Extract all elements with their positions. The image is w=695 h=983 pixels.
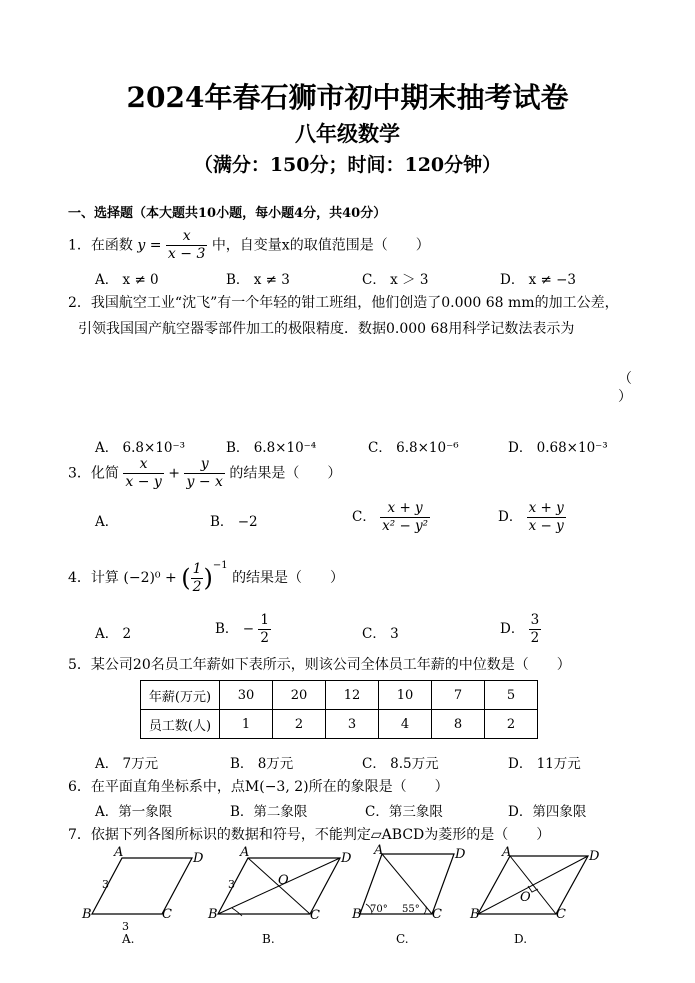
figure-b-label: B.	[262, 932, 275, 946]
question-4	[68, 560, 344, 596]
q4-option-d-den: 2	[530, 630, 540, 646]
q3-f1-num: x	[123, 456, 163, 474]
q3-prefix: 3．化简	[68, 465, 119, 482]
vertex-label-d: D	[341, 851, 352, 866]
q3-suffix: 的结果是（ ）	[229, 465, 342, 482]
q1-prefix: 1．在函数	[68, 237, 133, 254]
q4-expr: (−2)⁰ +	[123, 570, 177, 586]
q1-option-a[interactable]: A． x ≠ 0	[95, 272, 159, 288]
q4-paren-right: )	[203, 564, 213, 592]
vertex-label-b: B	[208, 907, 218, 922]
q3-option-c-fraction	[380, 500, 430, 535]
q1-option-b[interactable]: B． x ≠ 3	[226, 272, 290, 288]
vertex-label-d: D	[193, 851, 204, 866]
q4-exponent: −1	[212, 560, 228, 571]
q3-option-c-den: x² − y²	[382, 518, 429, 534]
q2-paren-close: ）	[618, 389, 632, 405]
q3-option-a[interactable]: A．	[95, 514, 119, 530]
q4-paren-left: (	[181, 564, 191, 592]
q1-suffix: 中，自变量x的取值范围是（ ）	[211, 237, 430, 254]
q3-fraction-2	[184, 456, 224, 491]
q4-half-den: 2	[192, 578, 202, 595]
q2-paren-open: （	[618, 371, 632, 387]
q4-prefix: 4．计算	[68, 570, 119, 586]
table-cell: 5	[485, 681, 538, 710]
q1-y-eq: y =	[137, 237, 162, 254]
table-cell: 7	[432, 681, 485, 710]
q3-option-c[interactable]	[352, 500, 430, 535]
figure-d-label: D.	[514, 932, 528, 946]
q2-line-2: 引领我国国产航空器零部件加工的极限精度．数据0.000 68用科学记数法表示为	[78, 321, 575, 337]
side-length-label: 3	[102, 878, 109, 891]
subject-title: 八年级数学	[295, 121, 400, 146]
vertex-label-b: B	[470, 907, 480, 922]
vertex-label-b: B	[82, 907, 92, 922]
figure-d[interactable]	[470, 846, 610, 946]
vertex-label-d: D	[589, 849, 600, 864]
q4-option-b-label: B． −	[215, 621, 255, 637]
table-cell: 30	[220, 681, 273, 710]
q3-option-c-num: x + y	[380, 500, 430, 518]
vertex-label-d: D	[455, 847, 466, 862]
q4-option-b[interactable]	[215, 612, 271, 647]
angle-arc	[424, 906, 426, 914]
table-cell: 4	[379, 710, 432, 739]
q4-option-b-fraction	[258, 612, 271, 647]
table-cell: 3	[326, 710, 379, 739]
q4-half-fraction	[191, 561, 204, 596]
q6-option-d[interactable]: D．第四象限	[508, 804, 587, 820]
table-cell: 2	[273, 710, 326, 739]
q5-option-d[interactable]: D． 11万元	[508, 756, 581, 772]
q1-frac-den: x − 3	[167, 246, 206, 262]
vertex-label-a: A	[114, 845, 124, 860]
q4-option-d-label: D．	[500, 621, 525, 637]
question-7: 7．依据下列各图所标识的数据和符号，不能判定▱ABCD为菱形的是（ ）	[68, 827, 551, 843]
q6-option-c[interactable]: C．第三象限	[365, 804, 443, 820]
q6-option-b[interactable]: B．第二象限	[230, 804, 308, 820]
q3-option-d-fraction	[527, 500, 566, 535]
table-cell: 20	[273, 681, 326, 710]
q3-option-d-den: x − y	[528, 518, 564, 534]
q4-option-d[interactable]	[500, 612, 541, 647]
q1-option-d[interactable]: D． x ≠ −3	[500, 272, 577, 288]
q3-fraction-1	[123, 456, 163, 491]
q1-option-c[interactable]: C． x ＞ 3	[362, 272, 429, 288]
vertex-label-a: A	[240, 845, 250, 860]
table-cell: 12	[326, 681, 379, 710]
angle-label-70: 70°	[370, 904, 388, 915]
q3-option-c-label: C．	[352, 509, 376, 525]
q3-plus: +	[168, 465, 180, 482]
q6-option-a[interactable]: A．第一象限	[95, 804, 173, 820]
question-1	[68, 228, 430, 263]
table-row	[141, 681, 538, 710]
q3-f1-den: x − y	[125, 474, 162, 490]
q3-option-d[interactable]	[498, 500, 566, 535]
q4-option-b-num: 1	[260, 612, 269, 628]
table-row-header: 员工数(人)	[141, 710, 220, 739]
side-length-label: 3	[122, 920, 129, 933]
q4-option-b-den: 2	[260, 630, 269, 646]
q1-fraction	[166, 228, 207, 263]
vertex-label-b: B	[352, 907, 362, 922]
q4-suffix: 的结果是（ ）	[232, 570, 345, 586]
q1-frac-num: x	[166, 228, 207, 246]
q4-option-c[interactable]: C． 3	[362, 626, 399, 642]
q5-option-b[interactable]: B． 8万元	[230, 756, 294, 772]
vertex-label-a: A	[502, 845, 512, 860]
center-label-o: O	[520, 890, 531, 905]
center-label-o: O	[278, 873, 289, 888]
q2-line-1: 2．我国航空工业“沈飞”有一个年轻的钳工班组，他们创造了0.000 68 mm的加工公差，	[68, 295, 619, 311]
q3-f2-num: y	[184, 456, 224, 474]
angle-label-55: 55°	[402, 904, 420, 915]
figure-c-label: C.	[396, 932, 409, 946]
angle-arc	[232, 908, 242, 916]
exam-title: 2024年春石狮市初中期末抽考试卷	[126, 81, 569, 114]
q2-option-b[interactable]: B． 6.8×10⁻⁴	[226, 440, 317, 456]
question-6: 6．在平面直角坐标系中，点M(−3, 2)所在的象限是（ ）	[68, 779, 449, 795]
q3-option-b[interactable]: B． −2	[210, 514, 258, 530]
vertex-label-c: C	[162, 907, 172, 922]
table-cell: 10	[379, 681, 432, 710]
vertex-label-c: C	[310, 908, 320, 923]
figure-a-label: A.	[122, 932, 135, 946]
exam-info: （满分：150分；时间：120分钟）	[193, 154, 502, 176]
q2-option-c[interactable]: C． 6.8×10⁻⁶	[368, 440, 459, 456]
side-length-label: 3	[228, 878, 235, 891]
figure-b[interactable]	[208, 846, 358, 946]
table-row-header: 年薪(万元)	[141, 681, 220, 710]
table-cell: 2	[485, 710, 538, 739]
q4-option-a[interactable]: A． 2	[95, 626, 132, 642]
vertex-label-c: C	[556, 907, 566, 922]
figure-a[interactable]	[80, 846, 220, 946]
table-cell: 8	[432, 710, 485, 739]
vertex-label-a: A	[374, 843, 384, 858]
question-5: 5．某公司20名员工年薪如下表所示，则该公司全体员工年薪的中位数是（ ）	[68, 657, 571, 673]
q3-option-d-label: D．	[498, 509, 523, 525]
question-3	[68, 456, 341, 491]
q2-option-a[interactable]: A． 6.8×10⁻³	[95, 440, 186, 456]
q3-f2-den: y − x	[186, 474, 223, 490]
table-row	[141, 710, 538, 739]
q4-option-d-fraction	[529, 612, 542, 647]
section-heading: 一、选择题（本大题共10小题，每小题4分，共40分）	[68, 206, 387, 221]
q4-half-num: 1	[192, 560, 202, 577]
q5-option-a[interactable]: A． 7万元	[95, 756, 159, 772]
salary-table	[140, 680, 538, 739]
table-cell: 1	[220, 710, 273, 739]
q2-option-d[interactable]: D． 0.68×10⁻³	[508, 440, 608, 456]
vertex-label-c: C	[432, 907, 442, 922]
q4-option-d-num: 3	[530, 612, 540, 628]
figure-c[interactable]	[352, 843, 482, 946]
q3-option-d-num: x + y	[528, 500, 564, 516]
q5-option-c[interactable]: C． 8.5万元	[362, 756, 439, 772]
